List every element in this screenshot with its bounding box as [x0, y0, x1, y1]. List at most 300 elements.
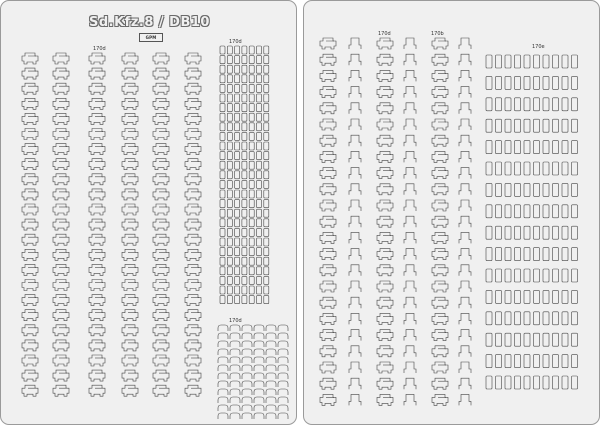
track-pin-part — [264, 219, 269, 227]
track-pin-part — [486, 119, 492, 132]
track-link-part — [185, 113, 201, 124]
track-link-part — [153, 355, 169, 366]
track-link-part — [320, 281, 336, 292]
track-pin-part — [572, 162, 578, 175]
track-link-part — [432, 54, 448, 65]
track-link-part — [53, 144, 69, 155]
track-pin-part — [543, 183, 549, 196]
track-pad-part — [218, 349, 228, 355]
track-link-part — [122, 355, 138, 366]
track-guide-part — [459, 87, 471, 98]
track-pin-part — [515, 355, 521, 368]
track-link-part — [153, 144, 169, 155]
track-link-part — [377, 87, 393, 98]
track-link-part — [432, 378, 448, 389]
track-pin-part — [242, 267, 247, 275]
track-pad-part — [230, 365, 240, 371]
track-pad-part — [242, 389, 252, 395]
track-pin-part — [543, 141, 549, 154]
track-link-part — [377, 200, 393, 211]
track-link-part — [185, 340, 201, 351]
track-link-part — [153, 385, 169, 396]
track-pad-part — [218, 405, 228, 411]
track-link-part — [122, 385, 138, 396]
track-link-part — [122, 159, 138, 170]
track-pad-part — [254, 381, 264, 387]
track-link-part — [432, 249, 448, 260]
track-pad-part — [254, 389, 264, 395]
track-pin-part — [235, 75, 240, 83]
track-pin-part — [235, 276, 240, 284]
track-pad-part — [242, 325, 252, 331]
right-sheet — [303, 0, 600, 425]
track-pin-part — [257, 276, 262, 284]
track-pin-part — [220, 65, 225, 73]
track-link-part — [432, 200, 448, 211]
track-pad-part — [242, 341, 252, 347]
track-pin-part — [220, 123, 225, 131]
track-pin-part — [242, 286, 247, 294]
track-link-part — [53, 249, 69, 260]
track-pad-part — [254, 413, 264, 419]
track-guide-part — [349, 265, 361, 276]
track-pin-part — [264, 75, 269, 83]
track-pin-part — [515, 98, 521, 111]
track-pin-part — [496, 248, 502, 261]
track-link-part — [320, 313, 336, 324]
track-guide-part — [349, 216, 361, 227]
track-pad-part — [242, 405, 252, 411]
track-pin-part — [249, 219, 254, 227]
track-pin-part — [227, 238, 232, 246]
track-link-part — [185, 53, 201, 64]
track-pad-part — [230, 405, 240, 411]
track-pin-part — [264, 84, 269, 92]
track-pin-part — [227, 132, 232, 140]
track-pin-part — [505, 376, 511, 389]
track-pin-part — [562, 55, 568, 68]
track-pin-part — [220, 228, 225, 236]
track-pin-part — [562, 312, 568, 325]
track-link-part — [89, 83, 105, 94]
track-link-part — [153, 325, 169, 336]
track-pin-part — [220, 276, 225, 284]
track-guide-part — [459, 330, 471, 341]
track-pin-part — [242, 56, 247, 64]
track-pin-part — [220, 296, 225, 304]
track-pin-part — [220, 200, 225, 208]
track-pin-part — [505, 248, 511, 261]
track-pin-part — [257, 267, 262, 275]
track-pad-part — [230, 389, 240, 395]
track-link-part — [53, 159, 69, 170]
track-pin-part — [235, 238, 240, 246]
track-pin-part — [534, 76, 540, 89]
track-pin-part — [264, 161, 269, 169]
track-link-part — [53, 53, 69, 64]
track-pin-part — [515, 162, 521, 175]
track-pin-part — [486, 76, 492, 89]
track-link-part — [432, 346, 448, 357]
track-pin-part — [227, 56, 232, 64]
track-pin-part — [242, 219, 247, 227]
track-pin-part — [534, 312, 540, 325]
track-pin-part — [505, 333, 511, 346]
track-guide-part — [349, 346, 361, 357]
track-pin-part — [553, 312, 559, 325]
track-pad-part — [266, 365, 276, 371]
track-pin-part — [227, 296, 232, 304]
track-pin-part — [242, 238, 247, 246]
track-pin-part — [496, 119, 502, 132]
track-link-part — [89, 295, 105, 306]
track-pin-part — [264, 56, 269, 64]
track-pin-part — [242, 132, 247, 140]
track-link-part — [432, 184, 448, 195]
track-guide-part — [404, 87, 416, 98]
track-pin-part — [242, 200, 247, 208]
track-link-part — [89, 325, 105, 336]
track-pin-part — [505, 183, 511, 196]
track-link-part — [377, 38, 393, 49]
track-link-part — [22, 204, 38, 215]
track-guide-part — [459, 216, 471, 227]
track-pin-part — [496, 312, 502, 325]
track-pin-part — [505, 312, 511, 325]
track-pin-part — [553, 119, 559, 132]
track-pin-part — [515, 205, 521, 218]
track-pin-part — [515, 55, 521, 68]
track-link-part — [153, 129, 169, 140]
track-guide-part — [404, 297, 416, 308]
track-pin-part — [264, 267, 269, 275]
track-link-part — [185, 129, 201, 140]
track-pin-part — [534, 290, 540, 303]
track-guide-part — [404, 103, 416, 114]
track-guide-part — [404, 70, 416, 81]
track-guide-part — [404, 38, 416, 49]
track-link-part — [320, 38, 336, 49]
track-pad-part — [266, 413, 276, 419]
track-guide-part — [404, 54, 416, 65]
track-link-part — [185, 204, 201, 215]
track-link-part — [377, 168, 393, 179]
track-link-part — [320, 249, 336, 260]
track-pin-part — [220, 180, 225, 188]
track-link-part — [320, 330, 336, 341]
track-pin-part — [264, 113, 269, 121]
track-link-part — [185, 249, 201, 260]
track-link-part — [53, 174, 69, 185]
track-pad-part — [218, 325, 228, 331]
track-link-part — [377, 394, 393, 405]
track-pin-part — [235, 248, 240, 256]
track-pin-part — [515, 248, 521, 261]
track-link-part — [22, 355, 38, 366]
track-pin-part — [227, 286, 232, 294]
track-link-part — [185, 295, 201, 306]
track-pin-part — [562, 119, 568, 132]
track-pin-part — [257, 228, 262, 236]
track-pin-part — [524, 76, 530, 89]
track-pin-part — [534, 205, 540, 218]
track-pin-part — [543, 76, 549, 89]
track-pin-part — [220, 238, 225, 246]
track-link-part — [377, 70, 393, 81]
track-pin-part — [543, 290, 549, 303]
track-pin-part — [242, 276, 247, 284]
track-pad-part — [218, 357, 228, 363]
track-link-part — [122, 53, 138, 64]
track-pad-part — [218, 341, 228, 347]
track-pad-part — [266, 405, 276, 411]
track-link-part — [377, 216, 393, 227]
track-pin-part — [235, 267, 240, 275]
track-link-part — [22, 144, 38, 155]
track-pin-part — [257, 104, 262, 112]
track-link-part — [377, 346, 393, 357]
track-pin-part — [505, 162, 511, 175]
track-pad-part — [242, 349, 252, 355]
track-link-part — [185, 83, 201, 94]
track-pad-part — [266, 325, 276, 331]
track-link-part — [377, 265, 393, 276]
track-guide-part — [404, 330, 416, 341]
track-pin-part — [524, 162, 530, 175]
track-pin-part — [524, 98, 530, 111]
track-pin-part — [257, 296, 262, 304]
track-pad-part — [266, 341, 276, 347]
track-guide-part — [349, 330, 361, 341]
track-pin-part — [572, 290, 578, 303]
track-pin-part — [543, 162, 549, 175]
track-pin-part — [249, 56, 254, 64]
track-link-part — [185, 189, 201, 200]
track-pin-part — [553, 333, 559, 346]
track-guide-part — [349, 313, 361, 324]
track-pin-part — [220, 171, 225, 179]
track-pin-part — [235, 123, 240, 131]
track-pin-part — [242, 113, 247, 121]
track-guide-part — [459, 54, 471, 65]
track-pin-part — [220, 94, 225, 102]
track-pin-part — [496, 183, 502, 196]
track-link-part — [22, 174, 38, 185]
track-pad-part — [266, 357, 276, 363]
track-link-part — [89, 340, 105, 351]
track-pin-part — [264, 104, 269, 112]
track-pin-part — [257, 142, 262, 150]
track-pad-part — [218, 381, 228, 387]
track-guide-part — [459, 70, 471, 81]
track-link-part — [89, 113, 105, 124]
track-pin-part — [524, 55, 530, 68]
track-pin-part — [524, 376, 530, 389]
track-link-part — [185, 280, 201, 291]
track-guide-part — [349, 249, 361, 260]
track-pin-part — [242, 161, 247, 169]
track-link-part — [122, 219, 138, 230]
track-pin-part — [543, 355, 549, 368]
track-link-part — [53, 129, 69, 140]
track-pin-part — [227, 180, 232, 188]
track-pin-part — [505, 269, 511, 282]
track-guide-part — [349, 184, 361, 195]
track-link-part — [22, 189, 38, 200]
track-link-part — [320, 54, 336, 65]
track-pad-part — [278, 325, 288, 331]
sheet-title: Sd.Kfz.8 / DB10 — [89, 15, 210, 30]
track-pin-part — [242, 75, 247, 83]
track-link-part — [185, 385, 201, 396]
track-link-part — [320, 151, 336, 162]
track-link-part — [122, 83, 138, 94]
track-link-part — [432, 265, 448, 276]
track-pin-part — [242, 123, 247, 131]
track-pin-part — [235, 104, 240, 112]
track-guide-part — [459, 103, 471, 114]
track-pin-part — [227, 65, 232, 73]
track-guide-part — [349, 54, 361, 65]
track-link-part — [185, 370, 201, 381]
track-pin-part — [227, 84, 232, 92]
track-pin-part — [257, 75, 262, 83]
track-pin-part — [264, 238, 269, 246]
track-pin-part — [534, 333, 540, 346]
track-pin-part — [553, 183, 559, 196]
track-pin-part — [524, 248, 530, 261]
track-pin-part — [562, 183, 568, 196]
track-pin-part — [257, 161, 262, 169]
track-pin-part — [264, 46, 269, 54]
track-pin-part — [235, 84, 240, 92]
track-link-part — [185, 234, 201, 245]
part-label-a: 170d — [378, 31, 391, 37]
track-link-part — [122, 129, 138, 140]
track-pad-part — [242, 357, 252, 363]
track-link-part — [377, 313, 393, 324]
track-pin-part — [496, 76, 502, 89]
track-link-part — [185, 68, 201, 79]
track-guide-part — [349, 70, 361, 81]
track-pin-part — [249, 132, 254, 140]
track-link-part — [185, 219, 201, 230]
right-parts-layer — [304, 1, 600, 425]
track-guide-part — [404, 168, 416, 179]
track-link-part — [89, 355, 105, 366]
track-pad-part — [242, 397, 252, 403]
track-link-part — [432, 281, 448, 292]
part-label-c: 170e — [532, 44, 545, 50]
track-link-part — [320, 232, 336, 243]
track-pin-part — [264, 152, 269, 160]
track-link-part — [153, 189, 169, 200]
track-pin-part — [220, 248, 225, 256]
track-link-part — [122, 264, 138, 275]
track-guide-part — [349, 297, 361, 308]
track-pin-part — [242, 84, 247, 92]
track-pin-part — [486, 141, 492, 154]
track-link-part — [122, 144, 138, 155]
track-pin-part — [264, 171, 269, 179]
left-parts-layer — [1, 1, 297, 425]
track-pin-part — [496, 376, 502, 389]
track-pin-part — [235, 190, 240, 198]
track-pin-part — [264, 257, 269, 265]
track-pin-part — [505, 55, 511, 68]
track-link-part — [89, 53, 105, 64]
track-link-part — [432, 216, 448, 227]
track-pad-part — [254, 357, 264, 363]
track-pin-part — [486, 55, 492, 68]
track-pin-part — [220, 104, 225, 112]
track-pin-part — [227, 267, 232, 275]
track-pad-part — [254, 397, 264, 403]
track-pin-part — [235, 171, 240, 179]
track-pad-part — [218, 389, 228, 395]
track-pad-part — [266, 349, 276, 355]
track-pin-part — [249, 180, 254, 188]
track-guide-part — [404, 281, 416, 292]
track-pin-part — [220, 142, 225, 150]
track-guide-part — [459, 281, 471, 292]
track-pad-part — [242, 365, 252, 371]
track-pin-part — [235, 113, 240, 121]
track-link-part — [153, 83, 169, 94]
track-link-part — [22, 264, 38, 275]
track-pin-part — [515, 183, 521, 196]
track-pin-part — [242, 142, 247, 150]
track-link-part — [320, 362, 336, 373]
track-pin-part — [264, 190, 269, 198]
track-pin-part — [486, 376, 492, 389]
track-pin-part — [572, 248, 578, 261]
track-pin-part — [227, 46, 232, 54]
track-pad-part — [266, 333, 276, 339]
track-pin-part — [486, 269, 492, 282]
track-pin-part — [543, 98, 549, 111]
track-pin-part — [249, 238, 254, 246]
track-link-part — [53, 264, 69, 275]
track-pin-part — [496, 290, 502, 303]
track-pin-part — [257, 46, 262, 54]
track-pin-part — [524, 312, 530, 325]
track-pin-part — [515, 226, 521, 239]
part-label-bottom: 170d — [229, 318, 242, 324]
track-pin-part — [220, 46, 225, 54]
track-link-part — [22, 234, 38, 245]
track-link-part — [89, 174, 105, 185]
track-pin-part — [242, 228, 247, 236]
track-pin-part — [496, 226, 502, 239]
track-guide-part — [459, 313, 471, 324]
track-pin-part — [235, 200, 240, 208]
track-guide-part — [404, 200, 416, 211]
track-pin-part — [572, 76, 578, 89]
track-guide-part — [459, 378, 471, 389]
track-guide-part — [459, 184, 471, 195]
track-pin-part — [505, 119, 511, 132]
left-sheet — [0, 0, 297, 425]
track-pin-part — [524, 226, 530, 239]
track-link-part — [320, 135, 336, 146]
track-pad-part — [278, 413, 288, 419]
track-link-part — [432, 103, 448, 114]
track-link-part — [53, 189, 69, 200]
track-pin-part — [249, 200, 254, 208]
track-pin-part — [553, 248, 559, 261]
track-pad-part — [242, 413, 252, 419]
